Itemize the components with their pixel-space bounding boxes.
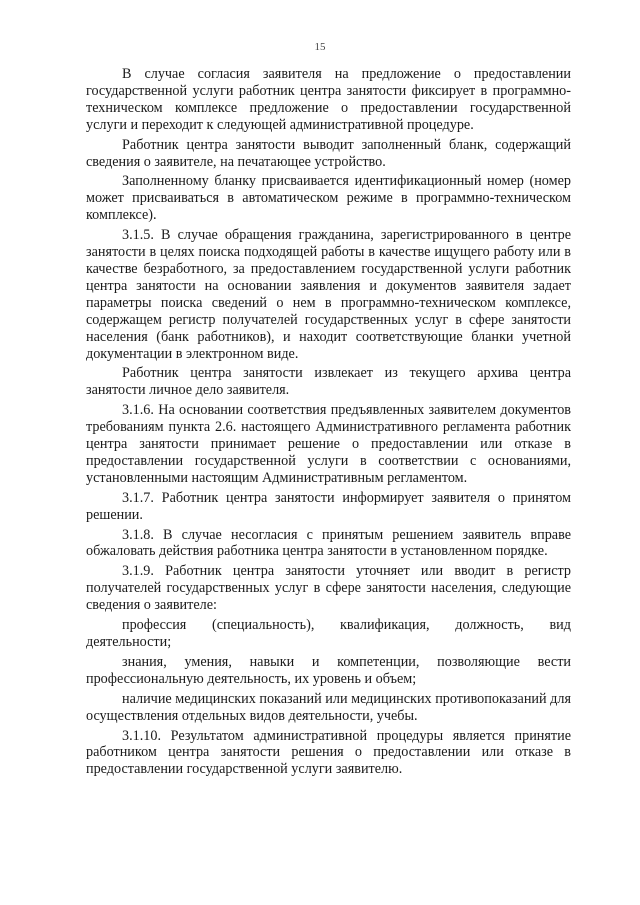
paragraph-3-1-10: 3.1.10. Результатом административной процедуры является принятие работником центра занятости решения о предоставлении или отказе в предоставлении государственной услуги заявителю. xyxy=(86,727,571,778)
list-item-skills: знания, умения, навыки и компетенции, позволяющие вести профессиональную деятельность, их уровень и объем; xyxy=(86,653,571,687)
paragraph-consent: В случае согласия заявителя на предложение о предоставлении государственной услуги работник центра занятости фиксирует в программно-техническом комплексе предложение о предоставлении государственной услуги и переходит к следующей административной процедуре. xyxy=(86,66,571,133)
document-body xyxy=(86,66,571,781)
list-item-profession: профессия (специальность), квалификация, должность, вид деятельности; xyxy=(86,617,571,650)
paragraph-id-number: Заполненному бланку присваивается идентификационный номер (номер может присваиваться в автоматическом режиме в программно-техническом комплексе). xyxy=(86,173,571,224)
paragraph-3-1-7: 3.1.7. Работник центра занятости информирует заявителя о принятом решении. xyxy=(86,489,571,523)
paragraph-3-1-5: 3.1.5. В случае обращения гражданина, зарегистрированного в центре занятости в целях поиска подходящей работы в качестве ищущего работу или в качестве безработного, за предоставлением государственной услуги работник центра занятости на основании заявления и документов заявителя задает параметры поиска сведений о нем в программно-техническом комплексе, содержащем регистр получателей государственных услуг в сфере занятости населения (банк работников), и находит соответствующие бланки учетной документации в электронном виде. xyxy=(86,227,571,362)
paragraph-archive: Работник центра занятости извлекает из текущего архива центра занятости личное дело заявителя. xyxy=(86,365,571,399)
page-number: 15 xyxy=(314,41,326,53)
paragraph-3-1-9: 3.1.9. Работник центра занятости уточняет или вводит в регистр получателей государственных услуг в сфере занятости населения, следующие сведения о заявителе: xyxy=(86,563,571,614)
list-item-medical: наличие медицинских показаний или медицинских противопоказаний для осуществления отдельных видов деятельности, учебы. xyxy=(86,690,571,724)
paragraph-3-1-6: 3.1.6. На основании соответствия предъявленных заявителем документов требованиям пункта 2.6. настоящего Административного регламента работник центра занятости принимает решение о предоставлении или отказе в предоставлении государственной услуги в соответствии с основаниями, установленными настоящим Административным регламентом. xyxy=(86,402,571,486)
paragraph-3-1-8: 3.1.8. В случае несогласия с принятым решением заявитель вправе обжаловать действия работника центра занятости в установленном порядке. xyxy=(86,526,571,560)
paragraph-print-form: Работник центра занятости выводит заполненный бланк, содержащий сведения о заявителе, на печатающее устройство. xyxy=(86,136,571,170)
